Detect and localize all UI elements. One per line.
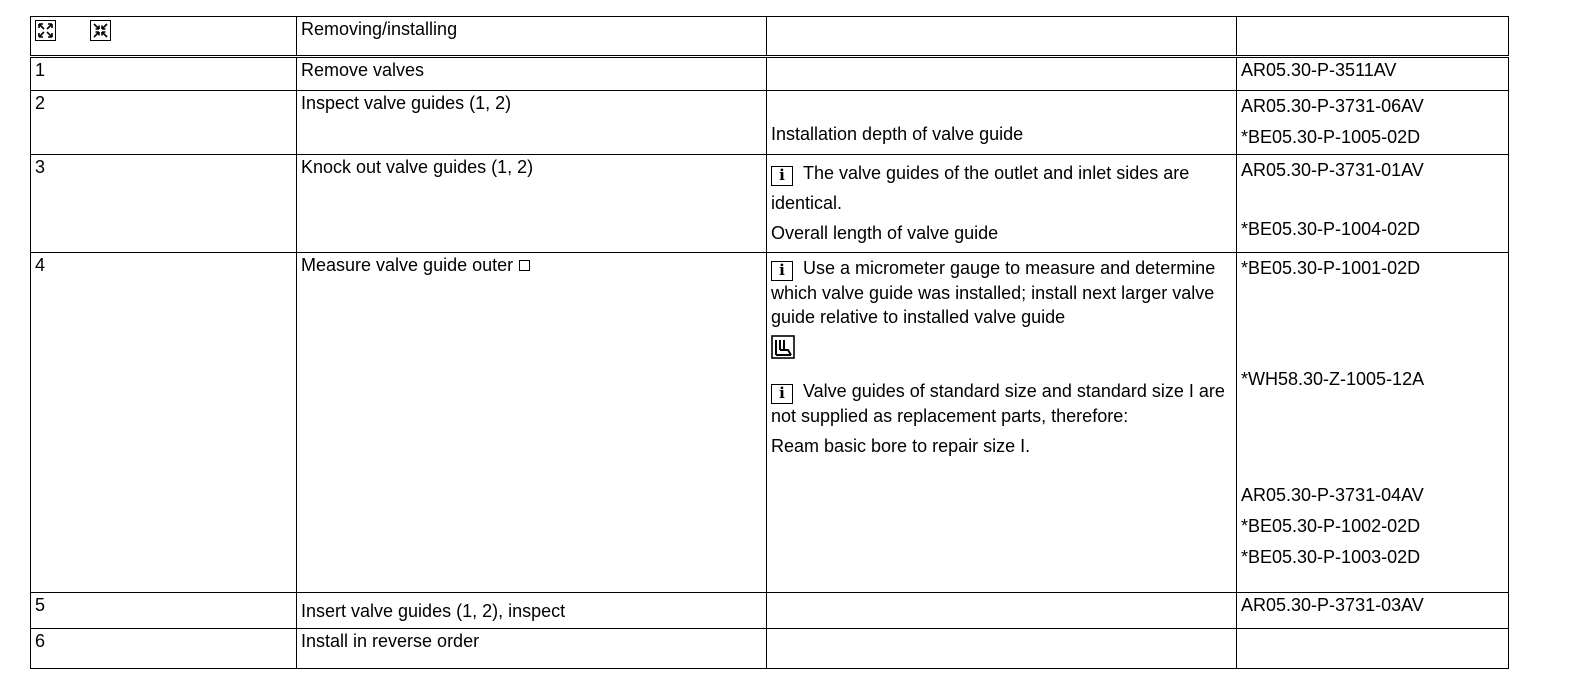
info-icon: i: [771, 261, 793, 281]
step-ref-link[interactable]: AR05.30-P-3511AV: [1237, 57, 1509, 91]
step-ref-link[interactable]: *BE05.30-P-1001-02D: [1241, 258, 1421, 278]
header-notes-cell: [767, 17, 1237, 57]
step-notes: [767, 155, 1237, 253]
note-text: The valve guides of the outlet and inlet sides are identical.: [771, 163, 1190, 213]
header-title: Removing/installing: [297, 17, 767, 57]
step-row-6: [31, 629, 1509, 669]
step-number: 6: [31, 629, 297, 669]
step-notes: [767, 253, 1237, 593]
step-row-5: [31, 593, 1509, 629]
step-number: 2: [31, 91, 297, 155]
note-text: Ream basic bore to repair size I.: [771, 436, 1031, 456]
step-ref-link[interactable]: AR05.30-P-3731-01AV: [1241, 160, 1424, 180]
step-ref-link[interactable]: *BE05.30-P-1003-02D: [1241, 547, 1421, 567]
step-notes: [767, 91, 1237, 155]
step-ref-link[interactable]: *BE05.30-P-1004-02D: [1241, 219, 1421, 239]
step-ref-link[interactable]: AR05.30-P-3731-06AV: [1241, 96, 1424, 116]
step-number: 3: [31, 155, 297, 253]
step-refs: [1237, 253, 1509, 593]
step-row-2: [31, 91, 1509, 155]
note-text: Valve guides of standard size and standard size I are not supplied as replacement parts, therefore:: [771, 381, 1225, 426]
step-action: Inspect valve guides (1, 2): [297, 91, 767, 155]
step-row-3: [31, 155, 1509, 253]
note-text: Overall length of valve guide: [771, 223, 999, 243]
header-refs-cell: [1237, 17, 1509, 57]
info-icon: i: [771, 166, 793, 186]
step-notes: [767, 593, 1237, 629]
step-action: [297, 253, 767, 593]
step-action-text: Measure valve guide outer: [301, 255, 514, 275]
note-text: Installation depth of valve guide: [771, 124, 1024, 144]
collapse-icon[interactable]: [90, 20, 111, 41]
header-icons-cell: [31, 17, 297, 57]
procedure-table: [30, 16, 1509, 669]
step-refs: [1237, 91, 1509, 155]
step-row-1: [31, 57, 1509, 91]
step-action: Install in reverse order: [297, 629, 767, 669]
step-number: 1: [31, 57, 297, 91]
header-row: [31, 17, 1509, 57]
step-ref-link[interactable]: AR05.30-P-3731-04AV: [1241, 485, 1424, 505]
step-refs: [1237, 155, 1509, 253]
step-action: Insert valve guides (1, 2), inspect: [297, 593, 767, 629]
step-action: Knock out valve guides (1, 2): [297, 155, 767, 253]
step-ref-link[interactable]: *BE05.30-P-1005-02D: [1241, 127, 1421, 147]
step-number: 4: [31, 253, 297, 593]
step-number: 5: [31, 593, 297, 629]
info-icon: i: [771, 384, 793, 404]
step-ref-link[interactable]: *WH58.30-Z-1005-12A: [1241, 369, 1425, 389]
step-row-4: [31, 253, 1509, 593]
step-notes: [767, 57, 1237, 91]
step-ref-link[interactable]: AR05.30-P-3731-03AV: [1237, 593, 1509, 629]
diameter-symbol-icon: [519, 260, 530, 271]
step-notes: [767, 629, 1237, 669]
step-action: Remove valves: [297, 57, 767, 91]
note-text: Use a micrometer gauge to measure and determine which valve guide was installed; install next larger valve guide relative to installed valve guide: [771, 258, 1216, 327]
step-refs: [1237, 629, 1509, 669]
tool-icon: [771, 335, 797, 361]
expand-icon[interactable]: [35, 20, 56, 41]
step-ref-link[interactable]: *BE05.30-P-1002-02D: [1241, 516, 1421, 536]
